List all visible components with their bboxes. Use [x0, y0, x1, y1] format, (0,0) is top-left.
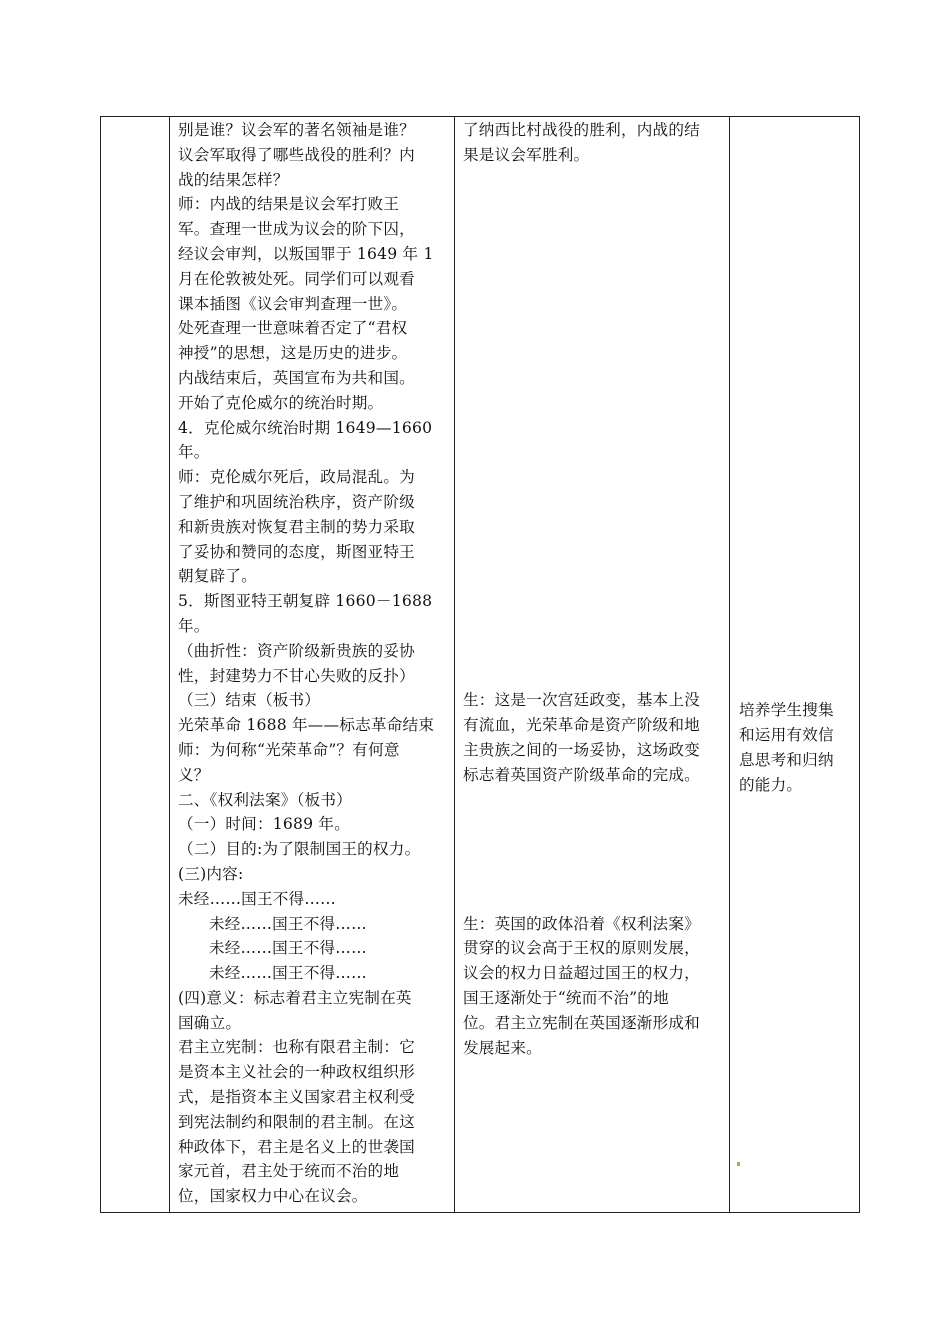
process-text-line: 月在伦敦被处死。同学们可以观看	[178, 269, 415, 288]
process-text-line: （二）目的:为了限制国王的权力。	[178, 840, 421, 859]
student-text-line: 位。君主立宪制在英国逐渐形成和	[463, 1013, 700, 1032]
process-text-line: 了维护和巩固统治秩序，资产阶级	[178, 492, 415, 511]
student-text-line: 国王逐渐处于“统而不治”的地	[463, 988, 669, 1007]
process-text-line: 军。查理一世成为议会的阶下囚，	[178, 220, 415, 239]
stray-ink-mark	[737, 1162, 740, 1166]
student-text-line: 贯穿的议会高于王权的原则发展，	[463, 939, 700, 958]
cell-spacer	[463, 788, 728, 912]
student-text-line: 主贵族之间的一场妥协，这场政变	[463, 740, 700, 759]
column-divider	[729, 117, 730, 1212]
process-text-line: 年。	[178, 616, 210, 635]
design-intent-cell	[739, 698, 854, 797]
process-text-line: 君主立宪制：也称有限君主制：它	[178, 1038, 415, 1057]
process-text-line: 义？	[178, 765, 210, 784]
process-text-line: 光荣革命 1688 年——标志革命结束	[178, 716, 435, 735]
student-text-line: 标志着英国资产阶级革命的完成。	[463, 765, 700, 784]
process-text-line: 位，国家权力中心在议会。	[178, 1187, 368, 1206]
process-text-line: 未经……国王不得……	[178, 964, 367, 983]
lesson-plan-table	[100, 116, 860, 1213]
process-text-line: 种政体下，君主是名义上的世袭国	[178, 1137, 415, 1156]
student-text-line: 果是议会军胜利。	[463, 145, 590, 164]
process-text-line: 国确立。	[178, 1013, 242, 1032]
process-text-line: 课本插图《议会审判查理一世》。	[178, 294, 408, 313]
process-text-line: 未经……国王不得……	[178, 914, 367, 933]
teaching-process-cell	[178, 118, 458, 1209]
process-text-line: 年。	[178, 443, 210, 462]
process-text-line: 师：为何称“光荣革命”？有何意	[178, 740, 400, 759]
process-text-line: 未经……国王不得……	[178, 889, 336, 908]
process-text-line: 和新贵族对恢复君主制的势力采取	[178, 517, 415, 536]
process-text-line: 战的结果怎样？	[178, 170, 289, 189]
student-text-line: 发展起来。	[463, 1038, 542, 1057]
process-text-line: 朝复辟了。	[178, 567, 257, 586]
intent-text-line: 的能力。	[739, 775, 803, 794]
column-divider	[169, 117, 170, 1212]
process-text-line: 5．斯图亚特王朝复辟 1660－1688	[178, 592, 433, 611]
intent-text-line: 和运用有效信	[739, 726, 834, 745]
process-text-line: （曲折性：资产阶级新贵族的妥协	[178, 641, 415, 660]
process-text-line: 师：克伦威尔死后，政局混乱。为	[178, 468, 415, 487]
cell-spacer	[463, 168, 728, 689]
process-text-line: （三）结束（板书）	[178, 691, 321, 710]
process-text-line: 神授”的思想，这是历史的进步。	[178, 344, 408, 363]
process-text-line: 议会军取得了哪些战役的胜利？内	[178, 145, 415, 164]
process-text-line: 二、《权利法案》（板书）	[178, 790, 352, 809]
student-text-line: 议会的权力日益超过国王的权力，	[463, 964, 700, 983]
process-text-line: 内战结束后，英国宣布为共和国。	[178, 368, 415, 387]
student-activity-cell	[463, 118, 728, 1060]
process-text-line: 4．克伦威尔统治时期 1649—1660	[178, 418, 433, 437]
process-text-line: 师：内战的结果是议会军打败王	[178, 195, 400, 214]
process-text-line: 是资本主义社会的一种政权组织形	[178, 1063, 415, 1082]
process-text-line: 到宪法制约和限制的君主制。在这	[178, 1112, 415, 1131]
process-text-line: 开始了克伦威尔的统治时期。	[178, 393, 384, 412]
process-text-line: 经议会审判，以叛国罪于 1649 年 1	[178, 244, 434, 263]
student-text-line: 了纳西比村战役的胜利，内战的结	[463, 121, 700, 139]
intent-text-line: 培养学生搜集	[739, 701, 834, 720]
process-text-line: 家元首，君主处于统而不治的地	[178, 1162, 400, 1181]
process-text-line: 式，是指资本主义国家君主权利受	[178, 1088, 415, 1107]
intent-text-line: 息思考和归纳	[739, 750, 834, 769]
process-text-line: (四)意义：标志着君主立宪制在英	[178, 988, 412, 1007]
process-text-line: 处死查理一世意味着否定了“君权	[178, 319, 408, 338]
process-text-line: 了妥协和赞同的态度，斯图亚特王	[178, 542, 415, 561]
process-text-line: 别是谁？议会军的著名领袖是谁？	[178, 121, 415, 139]
student-text-line: 生：英国的政体沿着《权利法案》	[463, 914, 700, 933]
process-text-line: 未经……国王不得……	[178, 939, 367, 958]
process-text-line: （一）时间：1689 年。	[178, 815, 350, 834]
process-text-line: (三)内容:	[178, 864, 244, 883]
student-text-line: 有流血，光荣革命是资产阶级和地	[463, 716, 700, 735]
student-text-line: 生：这是一次宫廷政变，基本上没	[463, 691, 700, 710]
process-text-line: 性，封建势力不甘心失败的反扑）	[178, 666, 415, 685]
